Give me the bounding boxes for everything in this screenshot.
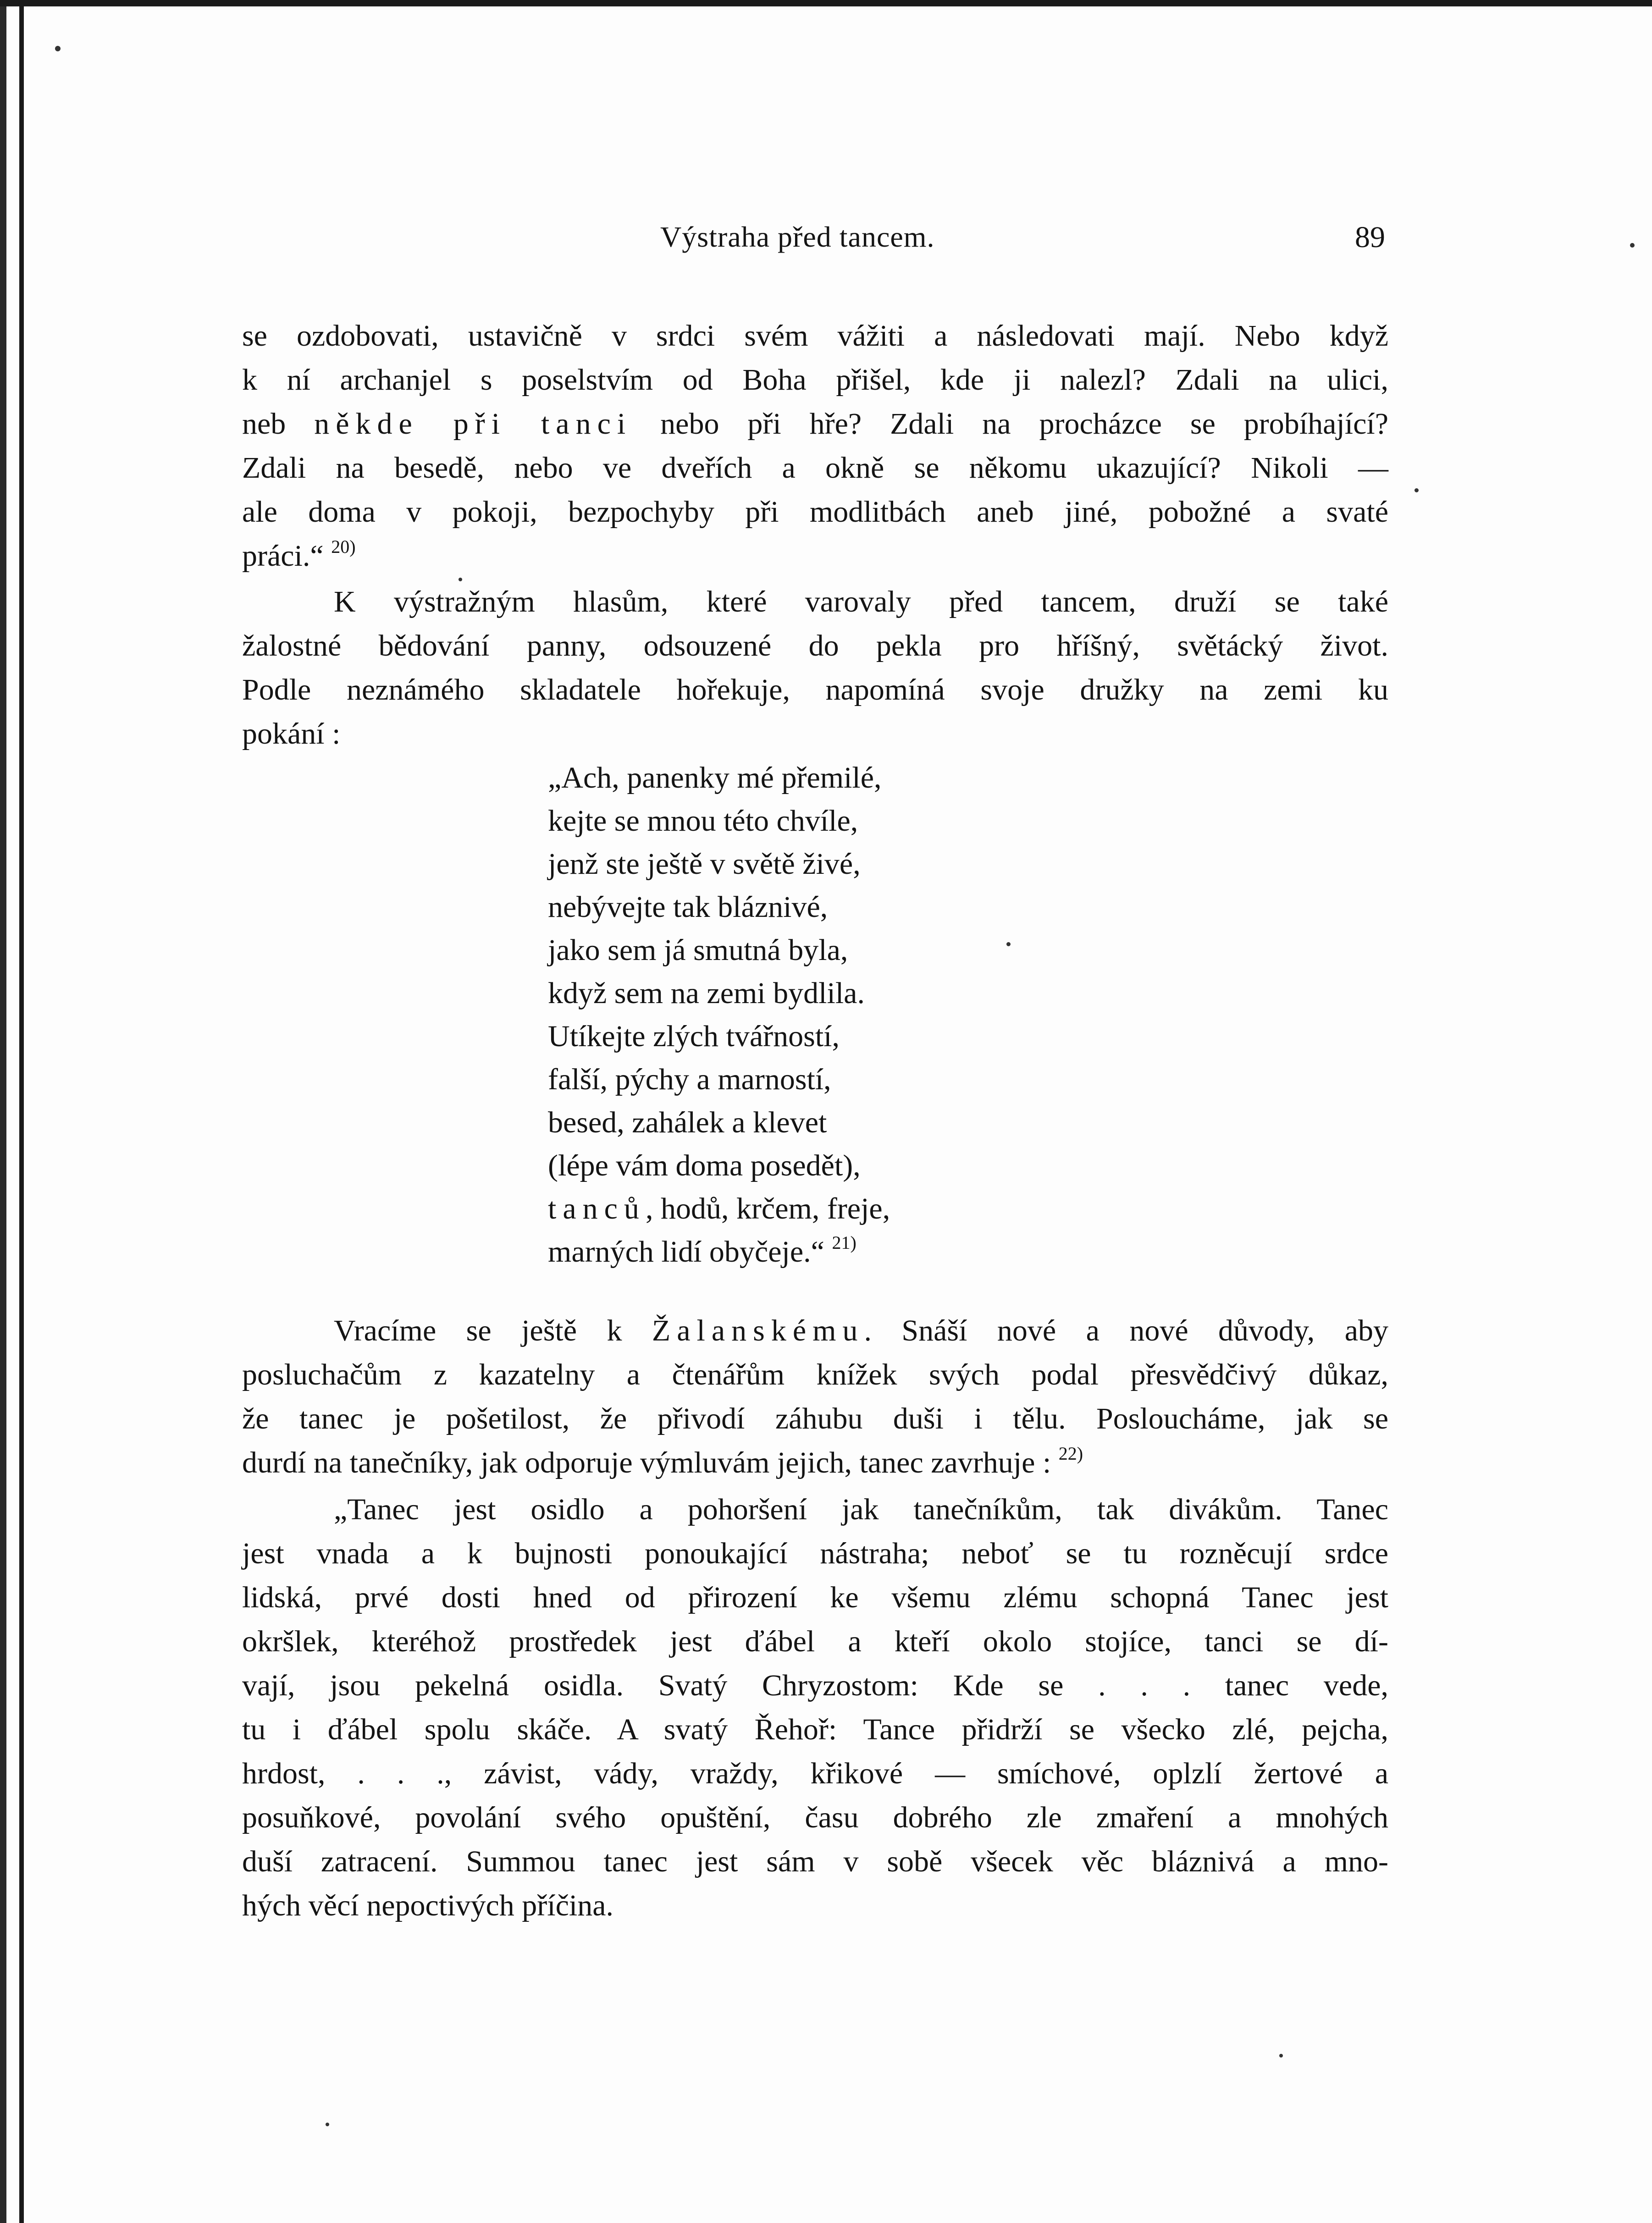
paragraph-4 xyxy=(242,1488,1388,1928)
text-line: Podle neznámého skladatele hořekuje, napomíná svoje družky na zemi ku xyxy=(242,673,1388,706)
text-line: že tanec je pošetilost, že přivodí záhubu duši i tělu. Posloucháme, jak se xyxy=(242,1402,1388,1435)
paragraph-3 xyxy=(242,1309,1388,1485)
text-fragment: marných lidí obyčeje.“ xyxy=(548,1235,824,1269)
poem-line xyxy=(548,1187,890,1230)
text-fragment: neb xyxy=(242,407,315,441)
text-line: K výstražným hlasům, které varovaly před tancem, druží se také xyxy=(334,585,1388,618)
text-line xyxy=(242,534,1388,578)
text-line: posluchačům z kazatelny a čtenářům knížek svých podal přesvědčivý důkaz, xyxy=(242,1358,1388,1391)
poem-line: Utíkejte zlých tvářností, xyxy=(548,1020,840,1053)
text-fragment: Vracíme se ještě k xyxy=(334,1314,652,1347)
text-line: se ozdobovati, ustavičně v srdci svém vážiti a následovati mají. Nebo když xyxy=(242,319,1388,353)
poem-line: nebývejte tak bláznivé, xyxy=(548,890,828,924)
poem-line: falší, pýchy a marností, xyxy=(548,1063,831,1096)
scan-edge-left xyxy=(19,0,24,2223)
footnote-ref: 20) xyxy=(331,536,356,557)
emphasized-spaced-text: tanců xyxy=(548,1192,646,1225)
text-line: duší zatracení. Summou tanec jest sám v sobě všecek věc bláznivá a mno- xyxy=(242,1845,1388,1878)
paragraph-1 xyxy=(242,314,1388,578)
poem-line xyxy=(548,1230,890,1274)
text-line xyxy=(242,402,1388,446)
scan-edge-left-outer xyxy=(0,0,6,2223)
text-line: „Tanec jest osidlo a pohoršení jak tanečníkům, tak divákům. Tanec xyxy=(334,1493,1388,1526)
text-line: hrdost, . . ., závist, vády, vraždy, křikové — smíchové, oplzlí žertové a xyxy=(242,1757,1388,1790)
scan-speck xyxy=(1279,2054,1283,2058)
scan-edge-top xyxy=(0,0,1652,6)
text-fragment: durdí na tanečníky, jak odporuje výmluvám jejich, tanec zavrhuje : xyxy=(242,1446,1051,1479)
page-number: 89 xyxy=(1355,221,1385,254)
poem-block xyxy=(548,756,890,1274)
footnote-ref: 21) xyxy=(832,1232,856,1253)
text-fragment: . Snáší nové a nové důvody, aby xyxy=(864,1314,1388,1347)
text-line: okršlek, kteréhož prostředek jest ďábel a kteří okolo stojíce, tanci se dí- xyxy=(242,1625,1388,1658)
running-title: Výstraha před tancem. xyxy=(660,221,935,253)
scan-speck xyxy=(1006,942,1011,946)
text-line: ale doma v pokoji, bezpochyby při modlitbách aneb jiné, pobožné a svaté xyxy=(242,495,1388,529)
poem-line: (lépe vám doma posedět), xyxy=(548,1149,861,1182)
text-line: lidská, prvé dosti hned od přirození ke všemu zlému schopná Tanec jest xyxy=(242,1581,1388,1614)
text-fragment: nebo při hře? Zdali na procházce se probíhající? xyxy=(632,407,1388,441)
text-line: pokání : xyxy=(242,717,341,750)
text-line xyxy=(242,1309,1388,1353)
emphasized-spaced-text: Žalanskému xyxy=(652,1314,864,1347)
poem-line: když sem na zemi bydlila. xyxy=(548,976,865,1010)
text-line: vají, jsou pekelná osidla. Svatý Chryzostom: Kde se . . . tanec vede, xyxy=(242,1669,1388,1702)
scan-speck xyxy=(326,2123,329,2126)
emphasized-spaced-text: někde při tanci xyxy=(314,407,632,441)
scan-speck xyxy=(1414,488,1419,492)
poem-line: kejte se mnou této chvíle, xyxy=(548,804,858,838)
text-line: k ní archanjel s poselstvím od Boha přišel, kde ji nalezl? Zdali na ulici, xyxy=(242,363,1388,397)
text-line: posuňkové, povolání svého opuštění, času dobrého zle zmaření a mnohých xyxy=(242,1801,1388,1834)
text-line xyxy=(242,1441,1388,1485)
text-line: jest vnada a k bujnosti ponoukající nástraha; neboť se tu rozněcují srdce xyxy=(242,1537,1388,1570)
text-fragment: , hodů, krčem, freje, xyxy=(645,1192,890,1225)
text-line: tu i ďábel spolu skáče. A svatý Řehoř: Tance přidrží se všecko zlé, pejcha, xyxy=(242,1713,1388,1746)
text-line: Zdali na besedě, nebo ve dveřích a okně se někomu ukazující? Nikoli — xyxy=(242,451,1388,485)
text-line: hých věcí nepoctivých příčina. xyxy=(242,1889,614,1922)
poem-line: besed, zahálek a klevet xyxy=(548,1106,827,1139)
scan-speck xyxy=(1630,243,1635,248)
poem-line: jako sem já smutná byla, xyxy=(548,933,848,967)
text-line: žalostné bědování panny, odsouzené do pekla pro hříšný, světácký život. xyxy=(242,629,1388,662)
text-fragment: práci.“ xyxy=(242,539,324,573)
poem-line: jenž ste ještě v světě živé, xyxy=(548,847,861,881)
scan-speck xyxy=(55,46,61,51)
footnote-ref: 22) xyxy=(1058,1443,1083,1464)
paragraph-2 xyxy=(242,580,1388,756)
poem-line: „Ach, panenky mé přemilé, xyxy=(548,761,882,794)
